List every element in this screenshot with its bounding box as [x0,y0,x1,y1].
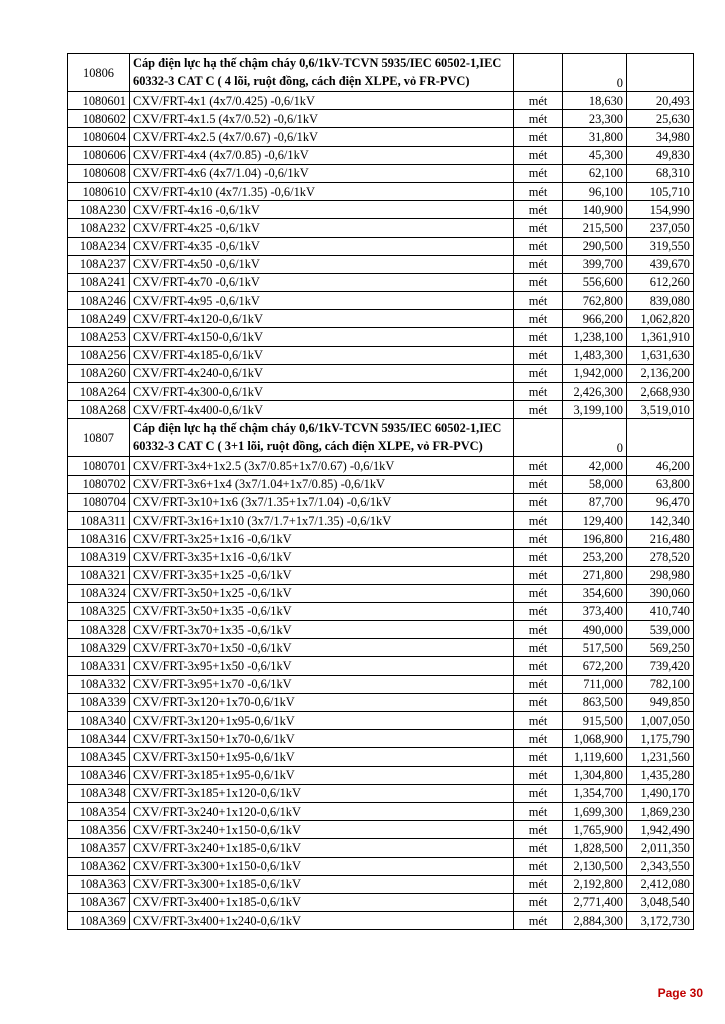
price-before-vat: 354,600 [563,584,627,602]
price-before-vat: 196,800 [563,530,627,548]
unit: mét [514,602,563,620]
table-row [68,383,694,401]
price-before-vat: 399,700 [563,255,627,273]
price-before-vat: 290,500 [563,237,627,255]
product-code: 108A321 [68,566,130,584]
product-code: 108A369 [68,912,130,930]
table-row [68,548,694,566]
table-row [68,893,694,911]
table-row [68,164,694,182]
product-description: CXV/FRT-4x16 -0,6/1kV [130,201,514,219]
product-code: 108A268 [68,401,130,419]
price-after-vat: 25,630 [627,110,694,128]
table-row [68,110,694,128]
product-code: 108A237 [68,255,130,273]
price-before-vat: 129,400 [563,511,627,529]
product-code: 1080702 [68,475,130,493]
price-after-vat: 3,048,540 [627,893,694,911]
price-before-vat: 271,800 [563,566,627,584]
price-before-vat: 58,000 [563,475,627,493]
price-after-vat: 1,062,820 [627,310,694,328]
unit: mét [514,566,563,584]
price-after-vat: 410,740 [627,602,694,620]
table-row [68,602,694,620]
price-before-vat: 672,200 [563,657,627,675]
price-before-vat: 45,300 [563,146,627,164]
price-after-vat: 2,136,200 [627,364,694,382]
price-after-vat: 298,980 [627,566,694,584]
page-number: Page 30 [657,986,703,1000]
unit: mét [514,584,563,602]
product-description: CXV/FRT-3x120+1x70-0,6/1kV [130,693,514,711]
group-value: 0 [563,419,627,457]
unit: mét [514,639,563,657]
table-row [68,784,694,802]
table-row [68,657,694,675]
product-description: CXV/FRT-3x70+1x50 -0,6/1kV [130,639,514,657]
product-description: CXV/FRT-4x185-0,6/1kV [130,346,514,364]
product-code: 108A345 [68,748,130,766]
product-description: CXV/FRT-3x240+1x185-0,6/1kV [130,839,514,857]
unit: mét [514,511,563,529]
product-code: 108A339 [68,693,130,711]
price-after-vat: 105,710 [627,182,694,200]
product-code: 108A348 [68,784,130,802]
price-after-vat: 1,631,630 [627,346,694,364]
table-row [68,639,694,657]
group-title: Cáp điện lực hạ thế chậm cháy 0,6/1kV-TCVN 5935/IEC 60502-1,IEC 60332-3 CAT C ( 3+1 lõi, ruột đồng, cách điện XLPE, vỏ FR-PVC) [130,419,514,457]
price-before-vat: 711,000 [563,675,627,693]
price-after-vat: 319,550 [627,237,694,255]
product-description: CXV/FRT-3x95+1x70 -0,6/1kV [130,675,514,693]
product-description: CXV/FRT-3x16+1x10 (3x7/1.7+1x7/1.35) -0,6/1kV [130,511,514,529]
product-description: CXV/FRT-3x400+1x185-0,6/1kV [130,893,514,911]
price-before-vat: 1,068,900 [563,730,627,748]
unit: mét [514,839,563,857]
unit: mét [514,457,563,475]
unit: mét [514,693,563,711]
unit: mét [514,255,563,273]
price-after-vat: 949,850 [627,693,694,711]
unit: mét [514,219,563,237]
product-description: CXV/FRT-3x150+1x95-0,6/1kV [130,748,514,766]
product-code: 108A253 [68,328,130,346]
price-before-vat: 2,130,500 [563,857,627,875]
table-row [68,493,694,511]
price-after-vat: 539,000 [627,621,694,639]
table-row [68,802,694,820]
product-code: 108A332 [68,675,130,693]
price-table [67,53,694,930]
product-code: 108A356 [68,821,130,839]
price-before-vat: 556,600 [563,273,627,291]
price-before-vat: 1,238,100 [563,328,627,346]
product-description: CXV/FRT-4x25 -0,6/1kV [130,219,514,237]
price-before-vat: 23,300 [563,110,627,128]
price-after-vat: 96,470 [627,493,694,511]
unit: mét [514,383,563,401]
product-code: 108A329 [68,639,130,657]
price-after-vat: 1,361,910 [627,328,694,346]
unit: mét [514,182,563,200]
product-description: CXV/FRT-3x10+1x6 (3x7/1.35+1x7/1.04) -0,6/1kV [130,493,514,511]
unit: mét [514,675,563,693]
product-description: CXV/FRT-4x10 (4x7/1.35) -0,6/1kV [130,182,514,200]
product-description: CXV/FRT-4x50 -0,6/1kV [130,255,514,273]
product-code: 1080601 [68,92,130,110]
price-before-vat: 31,800 [563,128,627,146]
table-row [68,530,694,548]
product-code: 1080602 [68,110,130,128]
table-row [68,346,694,364]
unit: mét [514,821,563,839]
product-description: CXV/FRT-3x50+1x25 -0,6/1kV [130,584,514,602]
price-after-vat: 439,670 [627,255,694,273]
unit: mét [514,128,563,146]
price-after-vat: 3,519,010 [627,401,694,419]
table-row [68,237,694,255]
price-after-vat: 34,980 [627,128,694,146]
product-code: 108A331 [68,657,130,675]
table-row [68,857,694,875]
table-row [68,821,694,839]
table-row [68,182,694,200]
price-before-vat: 1,942,000 [563,364,627,382]
table-row [68,457,694,475]
price-before-vat: 2,771,400 [563,893,627,911]
product-description: CXV/FRT-4x150-0,6/1kV [130,328,514,346]
price-before-vat: 490,000 [563,621,627,639]
unit: mét [514,364,563,382]
table-row [68,875,694,893]
table-row [68,693,694,711]
product-description: CXV/FRT-3x120+1x95-0,6/1kV [130,712,514,730]
unit: mét [514,912,563,930]
price-table-body [68,54,694,930]
product-code: 1080610 [68,182,130,200]
price-after-vat: 2,668,930 [627,383,694,401]
price-before-vat: 253,200 [563,548,627,566]
price-after-vat: 46,200 [627,457,694,475]
group-header-row [68,419,694,457]
price-after-vat: 63,800 [627,475,694,493]
unit: mét [514,401,563,419]
unit: mét [514,328,563,346]
unit: mét [514,110,563,128]
product-code: 108A319 [68,548,130,566]
price-after-vat: 782,100 [627,675,694,693]
price-after-vat: 1,490,170 [627,784,694,802]
price-before-vat: 373,400 [563,602,627,620]
unit: mét [514,530,563,548]
product-code: 108A260 [68,364,130,382]
product-description: CXV/FRT-4x4 (4x7/0.85) -0,6/1kV [130,146,514,164]
product-description: CXV/FRT-3x4+1x2.5 (3x7/0.85+1x7/0.67) -0,6/1kV [130,457,514,475]
product-code: 1080704 [68,493,130,511]
product-code: 1080604 [68,128,130,146]
table-row [68,401,694,419]
price-before-vat: 1,119,600 [563,748,627,766]
product-code: 108A362 [68,857,130,875]
price-after-vat: 1,942,490 [627,821,694,839]
group-header-row [68,54,694,92]
product-description: CXV/FRT-3x50+1x35 -0,6/1kV [130,602,514,620]
product-description: CXV/FRT-3x300+1x150-0,6/1kV [130,857,514,875]
price-before-vat: 1,354,700 [563,784,627,802]
price-before-vat: 2,192,800 [563,875,627,893]
product-description: CXV/FRT-4x70 -0,6/1kV [130,273,514,291]
product-description: CXV/FRT-4x1.5 (4x7/0.52) -0,6/1kV [130,110,514,128]
product-description: CXV/FRT-3x35+1x25 -0,6/1kV [130,566,514,584]
product-description: CXV/FRT-3x185+1x120-0,6/1kV [130,784,514,802]
product-description: CXV/FRT-3x35+1x16 -0,6/1kV [130,548,514,566]
price-after-vat: 20,493 [627,92,694,110]
product-description: CXV/FRT-4x1 (4x7/0.425) -0,6/1kV [130,92,514,110]
product-code: 108A234 [68,237,130,255]
group-price-cell [627,419,694,457]
unit: mét [514,310,563,328]
product-code: 108A346 [68,766,130,784]
unit: mét [514,346,563,364]
product-description: CXV/FRT-3x25+1x16 -0,6/1kV [130,530,514,548]
product-code: 108A316 [68,530,130,548]
price-before-vat: 1,483,300 [563,346,627,364]
table-row [68,912,694,930]
product-code: 108A340 [68,712,130,730]
price-before-vat: 215,500 [563,219,627,237]
table-row [68,748,694,766]
price-after-vat: 3,172,730 [627,912,694,930]
product-code: 108A232 [68,219,130,237]
unit: mét [514,548,563,566]
product-code: 108A256 [68,346,130,364]
group-code: 10806 [68,54,130,92]
price-before-vat: 966,200 [563,310,627,328]
product-description: CXV/FRT-4x400-0,6/1kV [130,401,514,419]
product-description: CXV/FRT-4x6 (4x7/1.04) -0,6/1kV [130,164,514,182]
product-description: CXV/FRT-3x240+1x120-0,6/1kV [130,802,514,820]
product-code: 1080701 [68,457,130,475]
group-price-cell [627,54,694,92]
price-before-vat: 2,426,300 [563,383,627,401]
price-after-vat: 142,340 [627,511,694,529]
product-code: 108A363 [68,875,130,893]
price-before-vat: 87,700 [563,493,627,511]
product-code: 108A367 [68,893,130,911]
table-row [68,475,694,493]
price-before-vat: 1,828,500 [563,839,627,857]
product-description: CXV/FRT-3x70+1x35 -0,6/1kV [130,621,514,639]
unit: mét [514,784,563,802]
table-row [68,146,694,164]
price-before-vat: 140,900 [563,201,627,219]
price-before-vat: 18,630 [563,92,627,110]
product-code: 108A311 [68,511,130,529]
price-before-vat: 1,699,300 [563,802,627,820]
table-row [68,201,694,219]
price-after-vat: 278,520 [627,548,694,566]
price-after-vat: 1,007,050 [627,712,694,730]
product-code: 108A249 [68,310,130,328]
unit: mét [514,237,563,255]
price-before-vat: 62,100 [563,164,627,182]
unit: mét [514,621,563,639]
price-after-vat: 2,412,080 [627,875,694,893]
table-row [68,364,694,382]
price-after-vat: 739,420 [627,657,694,675]
price-after-vat: 49,830 [627,146,694,164]
unit: mét [514,748,563,766]
unit: mét [514,875,563,893]
table-row [68,310,694,328]
product-description: CXV/FRT-4x95 -0,6/1kV [130,292,514,310]
price-before-vat: 517,500 [563,639,627,657]
table-row [68,219,694,237]
unit: mét [514,92,563,110]
product-description: CXV/FRT-3x95+1x50 -0,6/1kV [130,657,514,675]
group-unit-cell [514,54,563,92]
table-row [68,255,694,273]
table-row [68,292,694,310]
unit: mét [514,893,563,911]
group-code: 10807 [68,419,130,457]
price-after-vat: 569,250 [627,639,694,657]
product-description: CXV/FRT-4x300-0,6/1kV [130,383,514,401]
price-before-vat: 2,884,300 [563,912,627,930]
table-row [68,712,694,730]
price-after-vat: 390,060 [627,584,694,602]
table-row [68,566,694,584]
unit: mét [514,164,563,182]
unit: mét [514,857,563,875]
price-after-vat: 216,480 [627,530,694,548]
table-row [68,584,694,602]
product-description: CXV/FRT-3x6+1x4 (3x7/1.04+1x7/0.85) -0,6/1kV [130,475,514,493]
unit: mét [514,292,563,310]
table-row [68,511,694,529]
price-before-vat: 42,000 [563,457,627,475]
price-after-vat: 68,310 [627,164,694,182]
product-description: CXV/FRT-4x2.5 (4x7/0.67) -0,6/1kV [130,128,514,146]
price-after-vat: 839,080 [627,292,694,310]
product-code: 108A246 [68,292,130,310]
unit: mét [514,475,563,493]
table-row [68,92,694,110]
table-row [68,328,694,346]
unit: mét [514,766,563,784]
price-after-vat: 2,343,550 [627,857,694,875]
table-row [68,273,694,291]
unit: mét [514,273,563,291]
unit: mét [514,712,563,730]
product-code: 1080608 [68,164,130,182]
product-code: 108A264 [68,383,130,401]
product-code: 108A325 [68,602,130,620]
product-description: CXV/FRT-4x120-0,6/1kV [130,310,514,328]
group-title: Cáp điện lực hạ thế chậm cháy 0,6/1kV-TCVN 5935/IEC 60502-1,IEC 60332-3 CAT C ( 4 lõi, ruột đồng, cách điện XLPE, vỏ FR-PVC) [130,54,514,92]
product-code: 108A328 [68,621,130,639]
price-after-vat: 237,050 [627,219,694,237]
price-before-vat: 762,800 [563,292,627,310]
product-code: 108A230 [68,201,130,219]
price-after-vat: 154,990 [627,201,694,219]
price-before-vat: 1,765,900 [563,821,627,839]
product-code: 108A354 [68,802,130,820]
price-after-vat: 612,260 [627,273,694,291]
group-value: 0 [563,54,627,92]
unit: mét [514,146,563,164]
unit: mét [514,802,563,820]
product-description: CXV/FRT-3x150+1x70-0,6/1kV [130,730,514,748]
unit: mét [514,657,563,675]
product-description: CXV/FRT-3x240+1x150-0,6/1kV [130,821,514,839]
table-row [68,730,694,748]
product-code: 108A357 [68,839,130,857]
product-description: CXV/FRT-4x35 -0,6/1kV [130,237,514,255]
product-description: CXV/FRT-3x300+1x185-0,6/1kV [130,875,514,893]
unit: mét [514,730,563,748]
price-after-vat: 1,869,230 [627,802,694,820]
price-before-vat: 1,304,800 [563,766,627,784]
product-description: CXV/FRT-4x240-0,6/1kV [130,364,514,382]
price-after-vat: 1,175,790 [627,730,694,748]
table-row [68,839,694,857]
product-code: 108A324 [68,584,130,602]
product-code: 1080606 [68,146,130,164]
price-before-vat: 3,199,100 [563,401,627,419]
table-row [68,675,694,693]
product-description: CXV/FRT-3x400+1x240-0,6/1kV [130,912,514,930]
group-unit-cell [514,419,563,457]
unit: mét [514,493,563,511]
table-row [68,128,694,146]
product-description: CXV/FRT-3x185+1x95-0,6/1kV [130,766,514,784]
product-code: 108A344 [68,730,130,748]
price-after-vat: 2,011,350 [627,839,694,857]
price-before-vat: 96,100 [563,182,627,200]
price-after-vat: 1,231,560 [627,748,694,766]
price-before-vat: 863,500 [563,693,627,711]
table-row [68,621,694,639]
unit: mét [514,201,563,219]
price-before-vat: 915,500 [563,712,627,730]
price-after-vat: 1,435,280 [627,766,694,784]
product-code: 108A241 [68,273,130,291]
table-row [68,766,694,784]
